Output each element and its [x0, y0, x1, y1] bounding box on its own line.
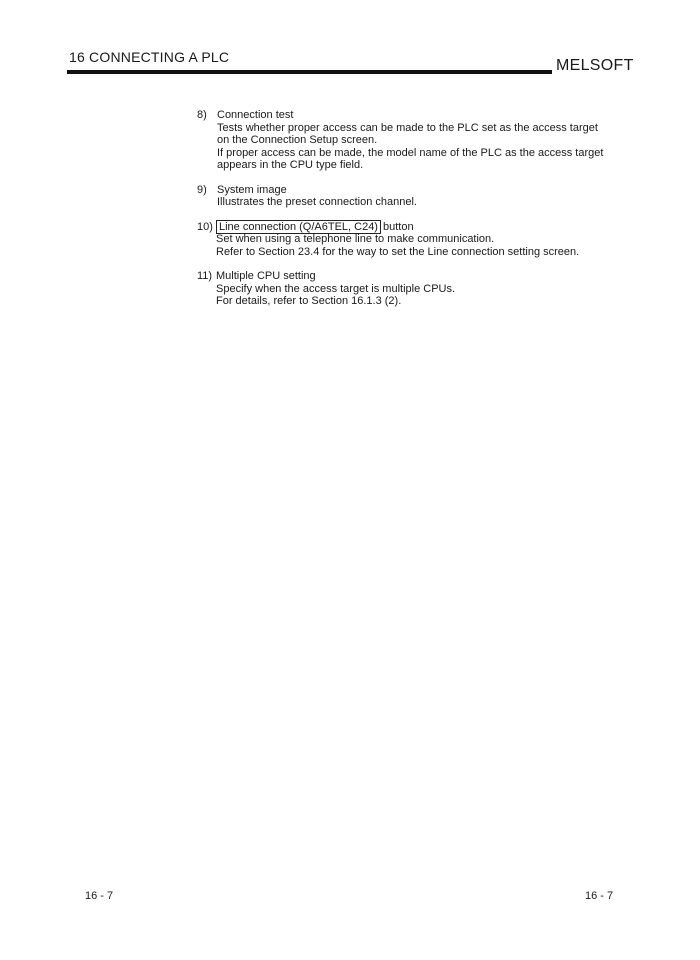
header-rule: [67, 70, 552, 74]
list-item-multiple-cpu: [197, 270, 642, 308]
item-line: Tests whether proper access can be made to the PLC set as the access target: [217, 121, 598, 134]
item-number: 10): [197, 220, 213, 233]
item-line: Illustrates the preset connection channel.: [217, 196, 417, 208]
brand-logo: MELSOFT: [556, 57, 634, 74]
item-title: [216, 221, 642, 234]
item-number: 8): [197, 109, 207, 121]
item-title: Connection test: [217, 109, 294, 121]
item-body: [217, 184, 642, 209]
item-body: [217, 109, 642, 172]
list-item-line-connection: [197, 221, 642, 259]
item-line: on the Connection Setup screen.: [217, 134, 378, 146]
line-connection-button-label: Line connection (Q/A6TEL, C24): [216, 220, 381, 234]
list-item-system-image: [197, 184, 642, 209]
item-body: [216, 221, 642, 259]
item-list: [197, 109, 642, 320]
item-line: Specify when the access target is multiple CPUs.: [216, 282, 456, 295]
item-body: [216, 270, 642, 308]
page-number-right: 16 - 7: [585, 890, 614, 902]
item-line: appears in the CPU type field.: [217, 159, 364, 171]
item-line: Set when using a telephone line to make communication.: [216, 233, 495, 245]
item-line: Refer to Section 23.4 for the way to set the Line connection setting screen.: [216, 245, 580, 258]
item-title: Multiple CPU setting: [216, 270, 316, 282]
item-title: System image: [217, 183, 287, 196]
item-line: For details, refer to Section 16.1.3 (2).: [216, 295, 402, 307]
page-number-left: 16 - 7: [85, 890, 114, 902]
chapter-title: 16 CONNECTING A PLC: [69, 49, 230, 65]
item-line: If proper access can be made, the model name of the PLC as the access target: [217, 146, 604, 159]
list-item-connection-test: [197, 109, 642, 172]
item-number: 9): [197, 183, 207, 196]
item-number: 11): [197, 270, 213, 282]
item-title-suffix: button: [382, 220, 414, 233]
